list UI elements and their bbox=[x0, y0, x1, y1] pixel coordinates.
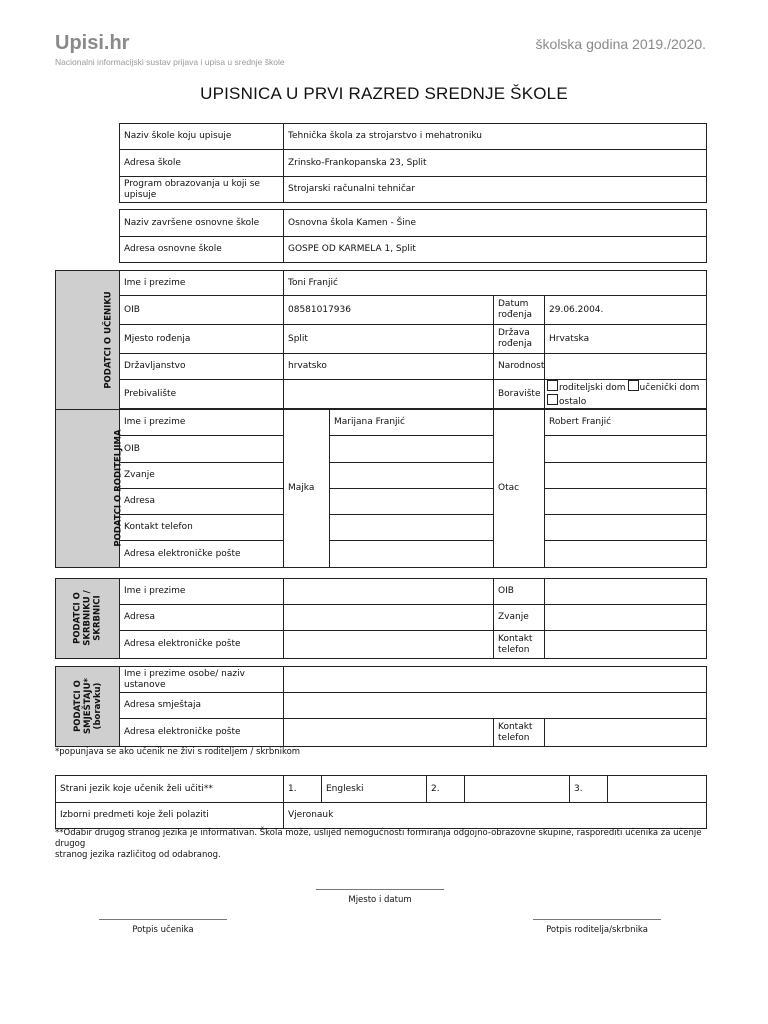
guardian-name-field[interactable] bbox=[284, 579, 494, 605]
label-accommodation-name: Ime i prezime osobe/ naziv ustanove bbox=[120, 667, 284, 693]
label-program: Program obrazovanja u koji se upisuje bbox=[120, 177, 284, 203]
label-residence: Prebivalište bbox=[120, 380, 284, 409]
label-parent-email: Adresa elektroničke pošte bbox=[120, 541, 284, 568]
school-address-field[interactable]: Zrinsko-Frankopanska 23, Split bbox=[284, 150, 707, 177]
accommodation-email-field[interactable] bbox=[284, 719, 494, 747]
tagline: Nacionalni informacijski sustav prijava i upisa u srednje škole bbox=[55, 57, 285, 67]
label-accommodation-email: Adresa elektroničke pošte bbox=[120, 719, 284, 747]
accommodation-address-field[interactable] bbox=[284, 693, 707, 719]
mother-name-field[interactable]: Marijana Franjić bbox=[330, 410, 494, 436]
guardian-table bbox=[55, 578, 707, 659]
guardian-phone-field[interactable] bbox=[545, 631, 707, 659]
option-other: ostalo bbox=[559, 397, 587, 407]
guardian-section-label: PODATCI O SKRBNIKU / SKRBNICI bbox=[56, 579, 120, 659]
label-guardian-email: Adresa elektroničke pošte bbox=[120, 631, 284, 659]
language-1-field[interactable]: Engleski bbox=[322, 776, 427, 803]
label-stay: Boravište bbox=[494, 380, 545, 409]
languages-table bbox=[55, 775, 707, 829]
option-parental-home: roditeljski dom bbox=[559, 383, 626, 393]
checkbox-student-dorm[interactable] bbox=[628, 380, 639, 391]
label-guardian-oib: OIB bbox=[494, 579, 545, 605]
label-parent-address: Adresa bbox=[120, 489, 284, 515]
student-signature-label: Potpis učenika bbox=[132, 925, 194, 935]
label-guardian-title: Zvanje bbox=[494, 605, 545, 631]
label-guardian-name: Ime i prezime bbox=[120, 579, 284, 605]
language-3-number: 3. bbox=[570, 776, 608, 803]
label-primary-school-name: Naziv završene osnovne škole bbox=[120, 210, 284, 237]
mother-address-field[interactable] bbox=[330, 489, 494, 515]
label-accommodation-address: Adresa smještaja bbox=[120, 693, 284, 719]
mother-title-field[interactable] bbox=[330, 463, 494, 489]
birth-country-field[interactable]: Hrvatska bbox=[545, 325, 707, 354]
father-email-field[interactable] bbox=[545, 541, 707, 568]
dob-field[interactable]: 29.06.2004. bbox=[545, 296, 707, 325]
guardian-title-field[interactable] bbox=[545, 605, 707, 631]
school-table bbox=[119, 123, 707, 203]
program-field[interactable]: Strojarski računalni tehničar bbox=[284, 177, 707, 203]
checkbox-other[interactable] bbox=[547, 394, 558, 405]
elective-field[interactable]: Vjeronauk bbox=[284, 803, 707, 829]
guardian-address-field[interactable] bbox=[284, 605, 494, 631]
student-parents-table bbox=[55, 270, 707, 568]
language-2-field[interactable] bbox=[465, 776, 570, 803]
label-foreign-language: Strani jezik koje učenik želi učiti** bbox=[56, 776, 284, 803]
mother-phone-field[interactable] bbox=[330, 515, 494, 541]
label-guardian-address: Adresa bbox=[120, 605, 284, 631]
label-parent-oib: OIB bbox=[120, 436, 284, 463]
label-elective: Izborni predmeti koje želi polaziti bbox=[56, 803, 284, 829]
label-dob: Datum rođenja bbox=[494, 296, 545, 325]
footnote-accommodation: *popunjava se ako učenik ne živi s roditeljem / skrbnikom bbox=[55, 747, 301, 757]
label-school-name: Naziv škole koju upisuje bbox=[120, 124, 284, 150]
label-parent-title: Zvanje bbox=[120, 463, 284, 489]
guardian-oib-field[interactable] bbox=[545, 579, 707, 605]
language-2-number: 2. bbox=[427, 776, 465, 803]
citizenship-field[interactable]: hrvatsko bbox=[284, 354, 494, 380]
student-signature-line bbox=[99, 919, 227, 920]
father-name-field[interactable]: Robert Franjić bbox=[545, 410, 707, 436]
logo: Upisi.hr bbox=[55, 32, 130, 54]
student-oib-field[interactable]: 08581017936 bbox=[284, 296, 494, 325]
primary-school-name-field[interactable]: Osnovna škola Kamen - Šine bbox=[284, 210, 707, 237]
guardian-email-field[interactable] bbox=[284, 631, 494, 659]
mother-email-field[interactable] bbox=[330, 541, 494, 568]
footnote-languages: **Odabir drugog stranog jezika je informativan. Škola može, uslijed nemogućnosti formiranja odgojno-obrazovne skupine, rasporediti učenika za učenje drugog stranog jezika različitog od odabranog. bbox=[55, 828, 702, 860]
parent-signature-line bbox=[533, 919, 661, 920]
father-oib-field[interactable] bbox=[545, 436, 707, 463]
primary-school-address-field[interactable]: GOSPE OD KARMELA 1, Split bbox=[284, 237, 707, 263]
label-citizenship: Državljanstvo bbox=[120, 354, 284, 380]
language-3-field[interactable] bbox=[608, 776, 707, 803]
birthplace-field[interactable]: Split bbox=[284, 325, 494, 354]
label-birthplace: Mjesto rođenja bbox=[120, 325, 284, 354]
parent-signature-label: Potpis roditelja/skrbnika bbox=[546, 925, 648, 935]
accommodation-section-label: PODATCI O SMJEŠTAJU* (boravku) bbox=[56, 667, 120, 747]
place-date-line bbox=[316, 889, 444, 890]
student-section-label: PODATCI O UČENIKU bbox=[56, 271, 120, 410]
checkbox-parental-home[interactable] bbox=[547, 380, 558, 391]
label-student-name: Ime i prezime bbox=[120, 271, 284, 296]
option-student-dorm: učenički dom bbox=[639, 383, 700, 393]
stay-options bbox=[545, 380, 707, 409]
accommodation-name-field[interactable] bbox=[284, 667, 707, 693]
label-father: Otac bbox=[494, 410, 545, 568]
page-title: UPISNICA U PRVI RAZRED SREDNJE ŠKOLE bbox=[200, 84, 568, 103]
school-name-field[interactable]: Tehnička škola za strojarstvo i mehatroniku bbox=[284, 124, 707, 150]
label-guardian-phone: Kontakt telefon bbox=[494, 631, 545, 659]
primary-school-table bbox=[119, 209, 707, 263]
accommodation-phone-field[interactable] bbox=[545, 719, 707, 747]
father-phone-field[interactable] bbox=[545, 515, 707, 541]
label-nationality: Narodnost bbox=[494, 354, 545, 380]
parents-section-label: PODATCI O RODITELJIMA bbox=[56, 410, 120, 568]
school-year: školska godina 2019./2020. bbox=[535, 36, 706, 52]
father-address-field[interactable] bbox=[545, 489, 707, 515]
nationality-field[interactable] bbox=[545, 354, 707, 380]
label-accommodation-phone: Kontakt telefon bbox=[494, 719, 545, 747]
mother-oib-field[interactable] bbox=[330, 436, 494, 463]
label-student-oib: OIB bbox=[120, 296, 284, 325]
label-mother: Majka bbox=[284, 410, 330, 568]
father-title-field[interactable] bbox=[545, 463, 707, 489]
label-school-address: Adresa škole bbox=[120, 150, 284, 177]
student-name-field[interactable]: Toni Franjić bbox=[284, 271, 707, 296]
label-birth-country: Država rođenja bbox=[494, 325, 545, 354]
place-date-label: Mjesto i datum bbox=[348, 895, 412, 905]
residence-field[interactable] bbox=[284, 380, 494, 409]
label-parent-phone: Kontakt telefon bbox=[120, 515, 284, 541]
language-1-number: 1. bbox=[284, 776, 322, 803]
label-parent-name: Ime i prezime bbox=[120, 410, 284, 436]
accommodation-table bbox=[55, 666, 707, 747]
label-primary-school-address: Adresa osnovne škole bbox=[120, 237, 284, 263]
